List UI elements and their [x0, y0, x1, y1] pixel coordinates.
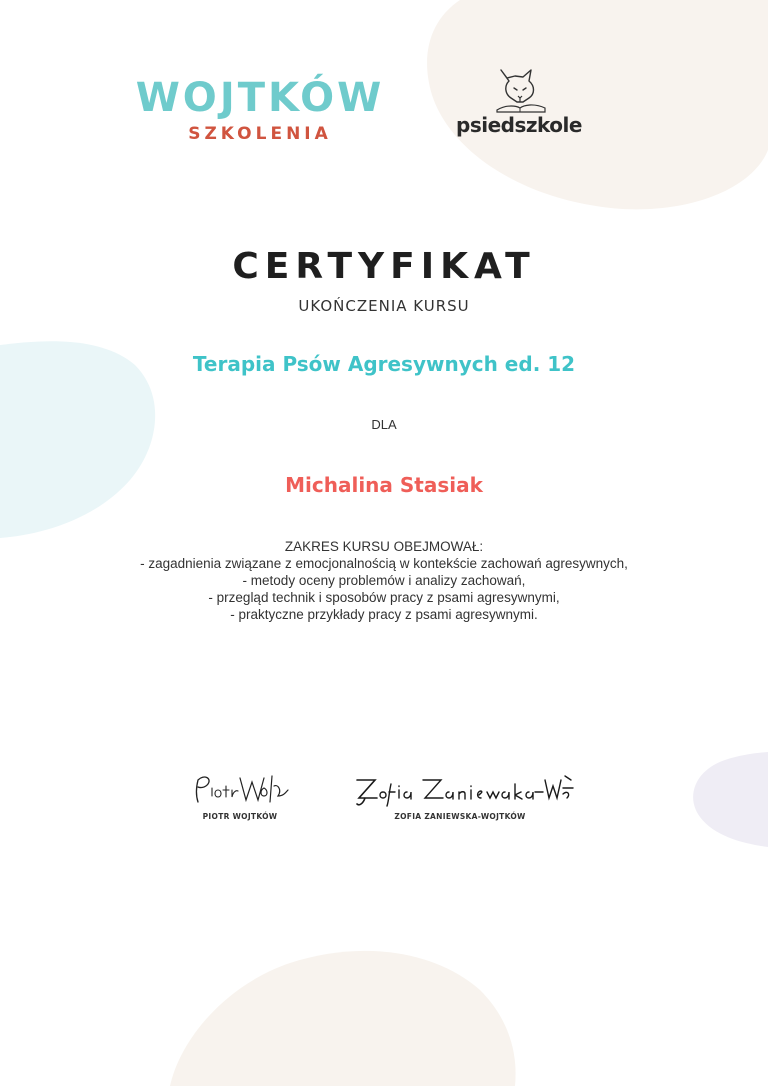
course-scope	[0, 538, 768, 623]
certificate-subtitle: UKOŃCZENIA KURSU	[298, 297, 470, 315]
blob-right	[690, 752, 768, 847]
scope-item: - przegląd technik i sposobów pracy z psami agresywnymi,	[208, 590, 560, 605]
signer-name: ZOFIA ZANIEWSKA-WOJTKÓW	[394, 812, 526, 821]
fox-dog-icon	[493, 66, 547, 114]
scope-item: - metody oceny problemów i analizy zachowań,	[242, 573, 526, 588]
recipient-name: Michalina Stasiak	[285, 473, 483, 497]
signature-block-zofia	[340, 768, 580, 821]
handwritten-signature	[345, 768, 575, 808]
signature-block-piotr	[180, 768, 300, 821]
handwritten-signature	[190, 768, 290, 808]
course-name: Terapia Psów Agresywnych ed. 12	[192, 352, 576, 376]
signer-name: PIOTR WOJTKÓW	[202, 812, 278, 821]
blob-bottom	[170, 945, 520, 1086]
logo-wordmark-psiedszkole: psiedszkole	[456, 113, 582, 137]
scope-item: - praktyczne przykłady pracy z psami agresywnymi.	[230, 607, 538, 622]
for-label: DLA	[371, 417, 397, 432]
scope-heading: ZAKRES KURSU OBEJMOWAŁ:	[284, 539, 484, 554]
certificate-title: CERTYFIKAT	[232, 246, 536, 287]
wojtkow-szkolenia-logo	[132, 75, 388, 144]
logo-wordmark-szkolenia: SZKOLENIA	[188, 124, 332, 144]
scope-item: - zagadnienia związane z emocjonalnością w kontekście zachowań agresywnych,	[140, 556, 628, 571]
logo-wordmark-wojtkow: WOJTKÓW	[135, 75, 385, 121]
psiedszkole-logo	[455, 66, 583, 144]
